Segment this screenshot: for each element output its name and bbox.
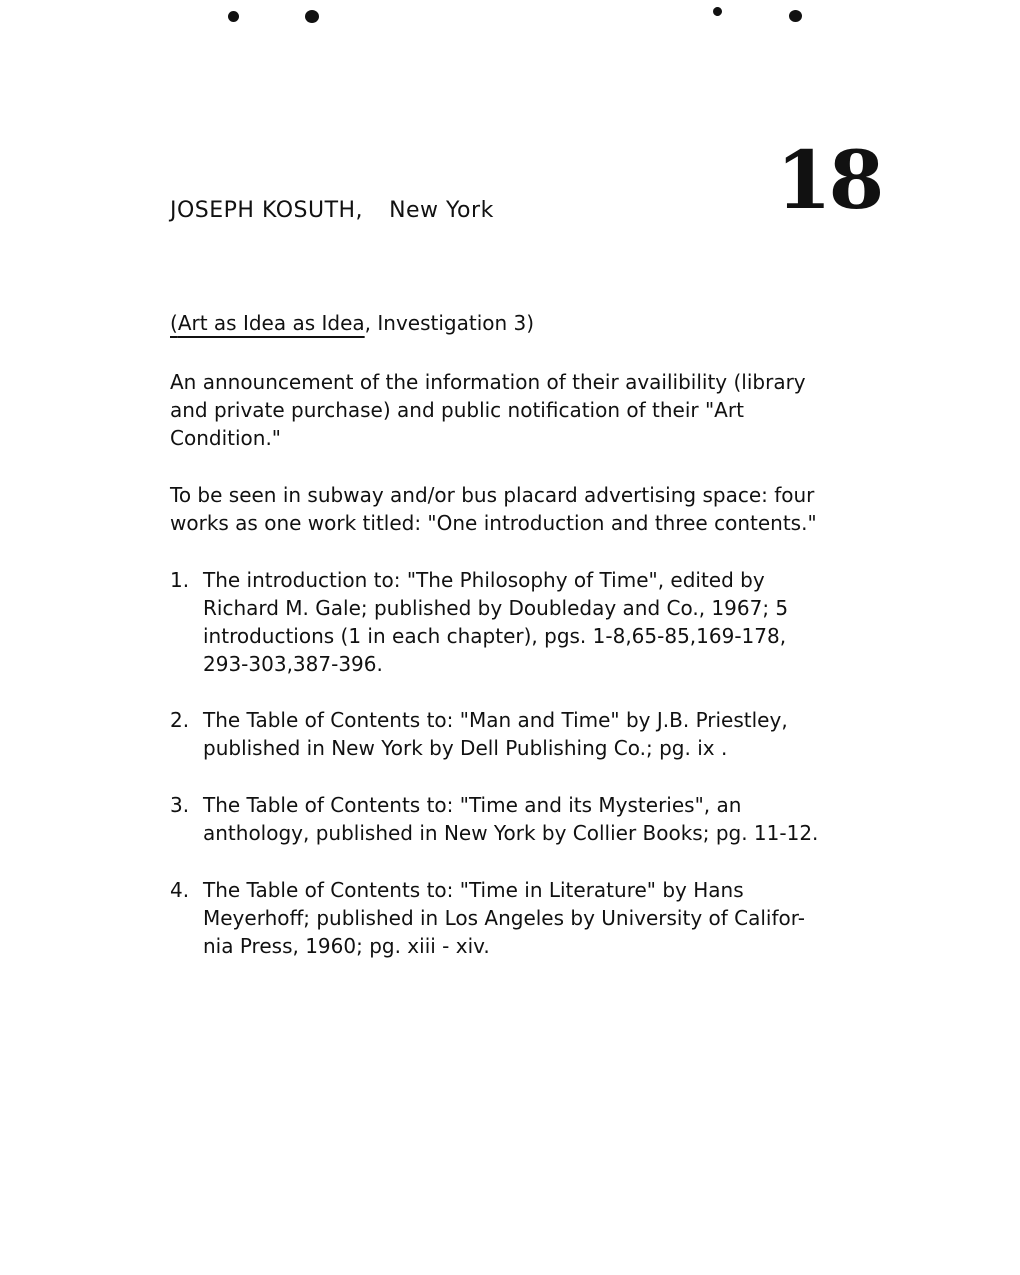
list-item-text: The introduction to: "The Philosophy of Time", edited by Richard M. Gale; published by Doubleday and Co., 1967; 5 introductions (1 in each chapter), pgs. 1-8,65-85,169-178, 293-303,387-396. [203, 568, 789, 676]
list-item [170, 791, 900, 847]
punch-hole-mark [228, 11, 239, 22]
list-item [170, 876, 900, 960]
page-number: 18 [776, 133, 882, 227]
subtitle-rest: , Investigation 3) [364, 311, 535, 335]
list-item-number: 2. [170, 708, 190, 732]
list-item-number: 1. [170, 568, 190, 592]
work-subtitle [170, 311, 534, 335]
list-item-number: 3. [170, 793, 190, 817]
list-item [170, 706, 900, 762]
list-item-number: 4. [170, 878, 190, 902]
artist-location: New York [389, 198, 494, 223]
punch-hole-mark [305, 10, 319, 23]
page-header [170, 198, 494, 223]
subtitle-open-paren: ( [170, 311, 178, 335]
list-item-text: The Table of Contents to: "Time in Literature" by Hans Meyerhoff; published in Los Angeles by University of Califor- nia Press, 1960; pg. xiii - xiv. [203, 878, 805, 958]
series-title: Art as Idea as Idea [177, 311, 365, 335]
punch-hole-mark [789, 10, 802, 22]
list-item-text: The Table of Contents to: "Man and Time" by J.B. Priestley, published in New York by Dell Publishing Co.; pg. ix . [203, 708, 788, 760]
punch-hole-mark [711, 5, 723, 17]
announcement-paragraph: An announcement of the information of their availibility (library and private purchase) and public notification of their "Art Condition." [170, 370, 806, 450]
placard-paragraph: To be seen in subway and/or bus placard advertising space: four works as one work titled: "One introduction and three contents." [170, 483, 817, 535]
artist-name: JOSEPH KOSUTH, [170, 198, 364, 223]
list-item-text: The Table of Contents to: "Time and its Mysteries", an anthology, published in New York by Collier Books; pg. 11-12. [203, 793, 819, 845]
list-item [170, 566, 900, 678]
